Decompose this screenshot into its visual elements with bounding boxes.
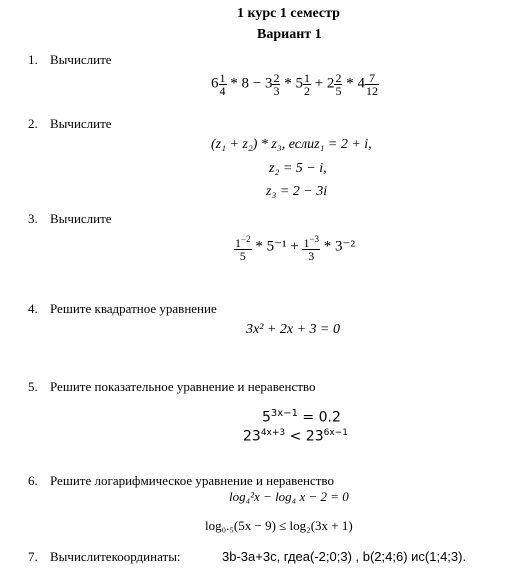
task-2-line-2: z₂ = 5 − i, (269, 161, 327, 176)
task-7-expression: 3b-3a+3c, гдеa(-2;0;3) , b(2;4;6) иc(1;4;3). (222, 549, 467, 564)
task-2-line-3: z₃ = 2 − 3i (266, 184, 328, 199)
t3-fraction-1: $\frac{1^{-2}}{5}$ (235, 234, 251, 263)
t1-operator-1: * 8 − 3 (226, 75, 273, 92)
t1-operator-4: * 4 (342, 75, 365, 92)
task-1-number: 1. (28, 52, 38, 67)
course-semester-heading: 1 курс 1 семестр (237, 6, 340, 21)
task-5-inequality: $23^{4x+3} < 23^{6x-1}$ (243, 428, 348, 445)
task-5-number: 5. (28, 379, 38, 394)
t1-operator-3: + 2 (310, 75, 335, 92)
task-6-number: 6. (28, 473, 38, 488)
task-4-number: 4. (28, 301, 38, 316)
task-2-number: 2. (28, 116, 38, 131)
task-6-equation: log₄²x − log₄ x − 2 = 0 (229, 489, 349, 504)
task-7-number: 7. (28, 549, 38, 564)
t1-fraction-4: $\frac{2}{5}$ (335, 71, 342, 98)
task-7-title: Вычислитекоординаты: (50, 549, 181, 564)
variant-heading: Вариант 1 (257, 27, 322, 42)
task-4-title: Решите квадратное уравнение (50, 301, 217, 316)
t1-operator-2: * 5 (280, 75, 303, 92)
task-6-title: Решите логарифмическое уравнение и неравенство (50, 473, 334, 488)
task-3-title: Вычислите (50, 211, 112, 226)
task-4-equation: 3x² + 2x + 3 = 0 (246, 322, 340, 337)
t1-fraction-2: $\frac{2}{3}$ (273, 71, 280, 98)
t1-fraction-5: $\frac{7}{12}$ (365, 71, 378, 98)
task-6-inequality: log₀.₅(5x − 9) ≤ log₂(3x + 1) (205, 518, 353, 533)
t3-fraction-2: $\frac{1^{-3}}{3}$ (303, 234, 320, 263)
task-1-expression (211, 72, 379, 97)
t1-fraction-3: $\frac{1}{2}$ (303, 71, 310, 98)
task-2-line-1: (z₁ + z₂) * z₃, еслиz₁ = 2 + i, (211, 137, 372, 152)
t1-fraction-1: $\frac{1}{4}$ (219, 71, 226, 98)
task-3-expression (234, 233, 355, 262)
t3-middle: * 5⁻¹ + (251, 238, 303, 255)
task-1-title: Вычислите (50, 52, 112, 67)
task-5-equation: $5^{3x-1} = 0.2$ (262, 408, 341, 426)
task-3-number: 3. (28, 211, 38, 226)
t1-whole-1: 6 (211, 75, 219, 92)
task-2-title: Вычислите (50, 116, 112, 131)
task-5-title: Решите показательное уравнение и неравенство (50, 379, 316, 394)
t3-tail: * 3⁻² (320, 238, 355, 255)
